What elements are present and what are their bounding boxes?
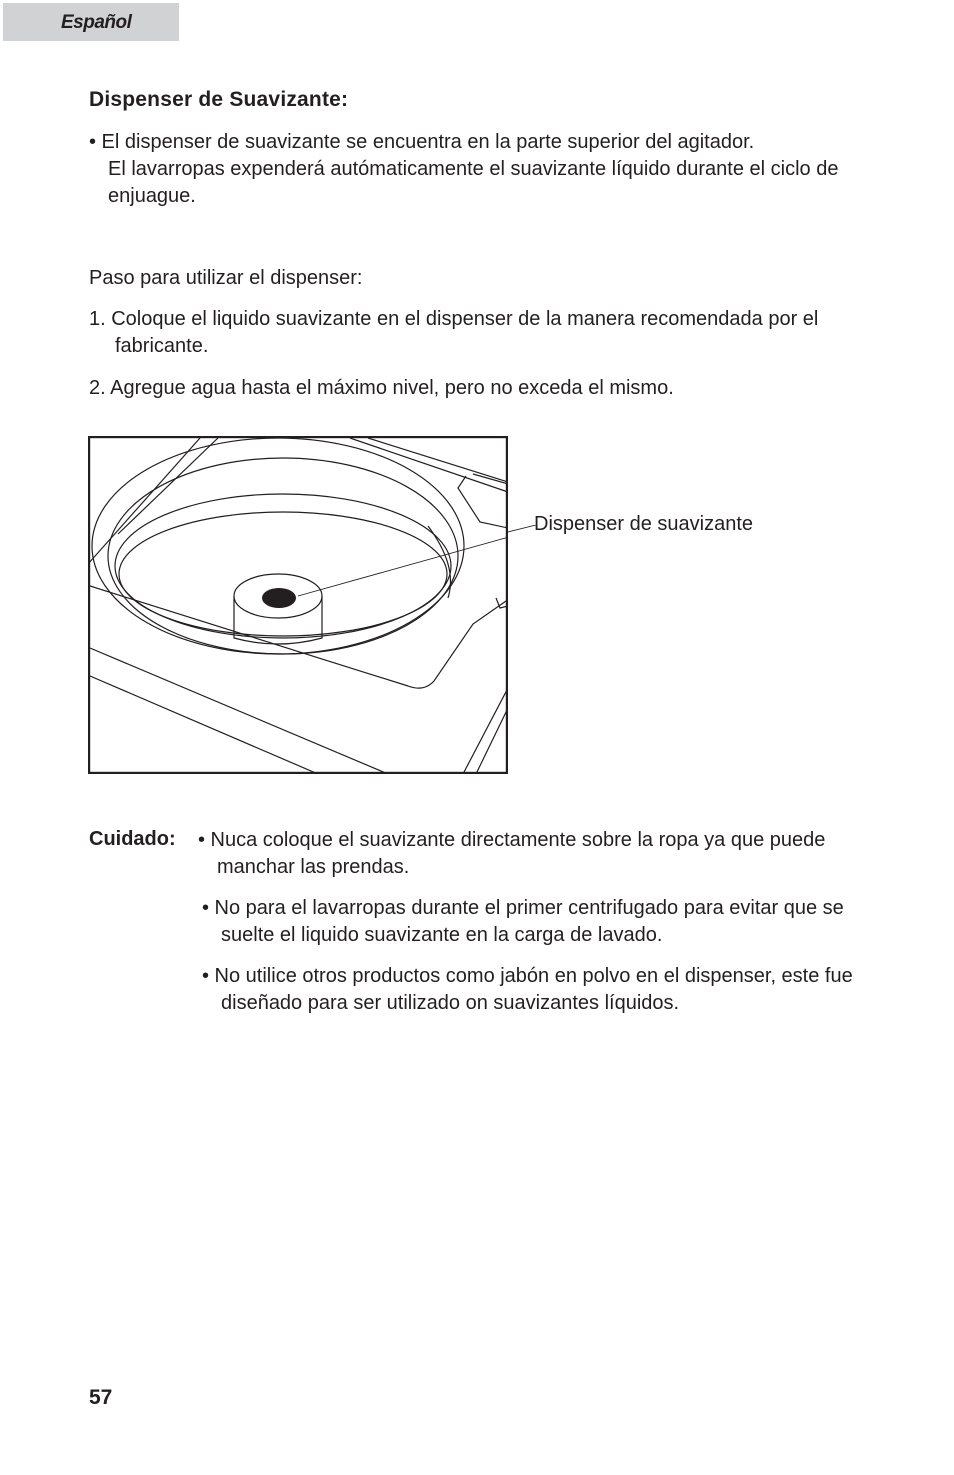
language-tab [3,3,179,41]
callout-leader-line [298,530,508,596]
dispenser-opening [262,588,296,608]
control-panel-edge [368,438,508,482]
dispenser-illustration [88,436,508,774]
caution-item-3: • No utilice otros productos como jabón en polvo en el dispenser, este fue diseñado para ser utilizado on suavizantes líquidos. [202,965,853,1014]
steps-heading: Paso para utilizar el dispenser: [89,267,363,289]
tub-outer-ring [92,438,464,654]
cabinet-line [90,676,318,774]
agitator-drawing [88,436,508,774]
caution-item-1: • Nuca coloque el suavizante directamente sobre la ropa ya que puede manchar las prendas. [198,829,826,878]
cabinet-line [463,688,508,774]
panel-notch [473,474,508,484]
section-title: Dispenser de Suavizante: [89,88,349,111]
cabinet-line [90,648,388,774]
step-1: 1. Coloque el liquido suavizante en el dispenser de la manera recomendada por el fabricante. [89,308,819,357]
caution-label: Cuidado: [89,828,176,850]
tub-rim-line [88,438,200,564]
basin-edge [428,526,451,598]
control-panel-edge [350,438,508,492]
intro-bullet-line1: • El dispenser de suavizante se encuentra en la parte superior del agitador. [89,131,755,153]
page-number: 57 [89,1386,113,1409]
caution-item-2: • No para el lavarropas durante el primer centrifugado para evitar que se suelte el liquido suavizante en la carga de lavado. [202,897,844,946]
step-2: 2. Agregue agua hasta el máximo nivel, pero no exceda el mismo. [89,377,674,399]
callout-label: Dispenser de suavizante [534,513,754,535]
language-tab-label: Español [61,12,132,33]
intro-bullet-line2: El lavarropas expenderá autómaticamente el suavizante líquido durante el ciclo de enjuague. [108,158,839,207]
